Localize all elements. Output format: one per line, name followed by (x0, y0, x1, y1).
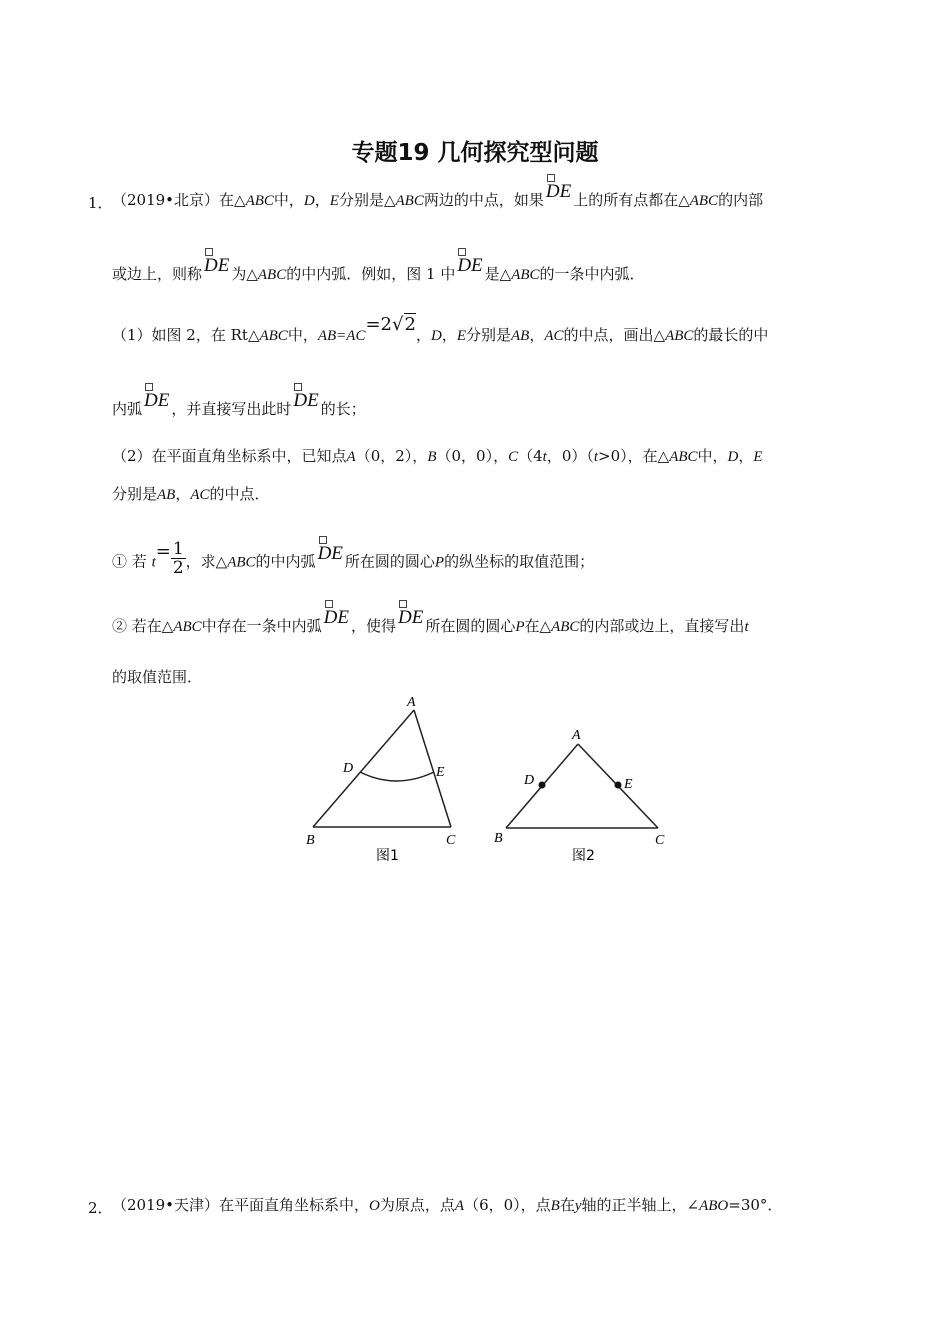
arc-de-symbol: DE (144, 390, 170, 411)
fig2-label-b: B (494, 831, 503, 846)
q1-line2: 或边上，则称 DE 为△ABC的中内弧．例如，图 1 中 DE 是△ABC的一条中内弧． (112, 255, 645, 283)
q1-part1: （1）如图 2，在 Rt△ABC中，AB=AC=2√2，D，E分别是AB，AC的中点，画出△ABC的最长的中 (112, 314, 769, 344)
arc-de-symbol: DE (457, 255, 483, 276)
arc-de-symbol: DE (317, 542, 343, 564)
question-number: 1． (88, 194, 113, 212)
fig2-point-d (539, 782, 546, 789)
fraction-one-half: $\frac{1}{2}$ (172, 539, 184, 578)
fig2-label-d: D (524, 773, 535, 788)
figure-2 (488, 722, 678, 872)
arc-de-symbol: DE (545, 181, 572, 202)
q1-sub2b: 的取值范围． (112, 668, 203, 686)
fig1-caption: 图1 (376, 848, 399, 864)
q1-part2: （2）在平面直角坐标系中，已知点A（0，2），B（0，0），C（4t，0）（t>0），在△ABC中，D，E (112, 447, 763, 465)
q1-part2b: 分别是AB，AC的中点． (112, 485, 270, 503)
arc-de-symbol: DE (293, 390, 319, 411)
fig2-label-a: A (572, 728, 581, 743)
fig1-side-ab (313, 710, 414, 827)
fig1-label-c: C (446, 833, 456, 848)
fig1-side-ac (414, 710, 451, 827)
arc-de-symbol: DE (398, 607, 424, 628)
fig2-label-e: E (624, 777, 633, 792)
page-title: 专题19 几何探究型问题 (351, 140, 599, 166)
sqrt-expression: =2√2 (365, 314, 416, 335)
q1-part1b: 内弧 DE ，并直接写出此时 DE 的长； (112, 390, 366, 418)
fig2-point-e (615, 782, 622, 789)
figure-1 (296, 692, 476, 872)
q1-sub2: ② 若在△ABC中存在一条中内弧 DE ，使得 DE 所在圆的圆心P在△ABC的内部或边上，直接写出t (112, 607, 749, 635)
fig1-label-b: B (306, 833, 315, 848)
arc-de-symbol: DE (323, 607, 349, 628)
question-number: 2． (88, 1199, 113, 1217)
arc-de-symbol: DE (204, 255, 230, 276)
fig1-label-e: E (436, 765, 445, 780)
fig1-arc-de (360, 772, 434, 781)
q1-line1: （2019•北京）在△ABC中，D，E分别是△ABC两边的中点，如果 DE 上的所有点都在△ABC的内部 (112, 181, 764, 209)
q2-line1: （2019•天津）在平面直角坐标系中，O为原点，点A（6，0），点B在y轴的正半轴上，∠ABO=30°． (112, 1196, 783, 1214)
q1-sub1: ① 若 t= $\frac{1}{2}$ ，求△ABC的中内弧 DE 所在圆的圆心P的纵坐标的取值范围； (112, 539, 595, 578)
fig1-label-d: D (343, 761, 354, 776)
fig1-label-a: A (407, 695, 416, 710)
fig2-caption: 图2 (572, 848, 595, 864)
fig2-label-c: C (655, 833, 665, 848)
